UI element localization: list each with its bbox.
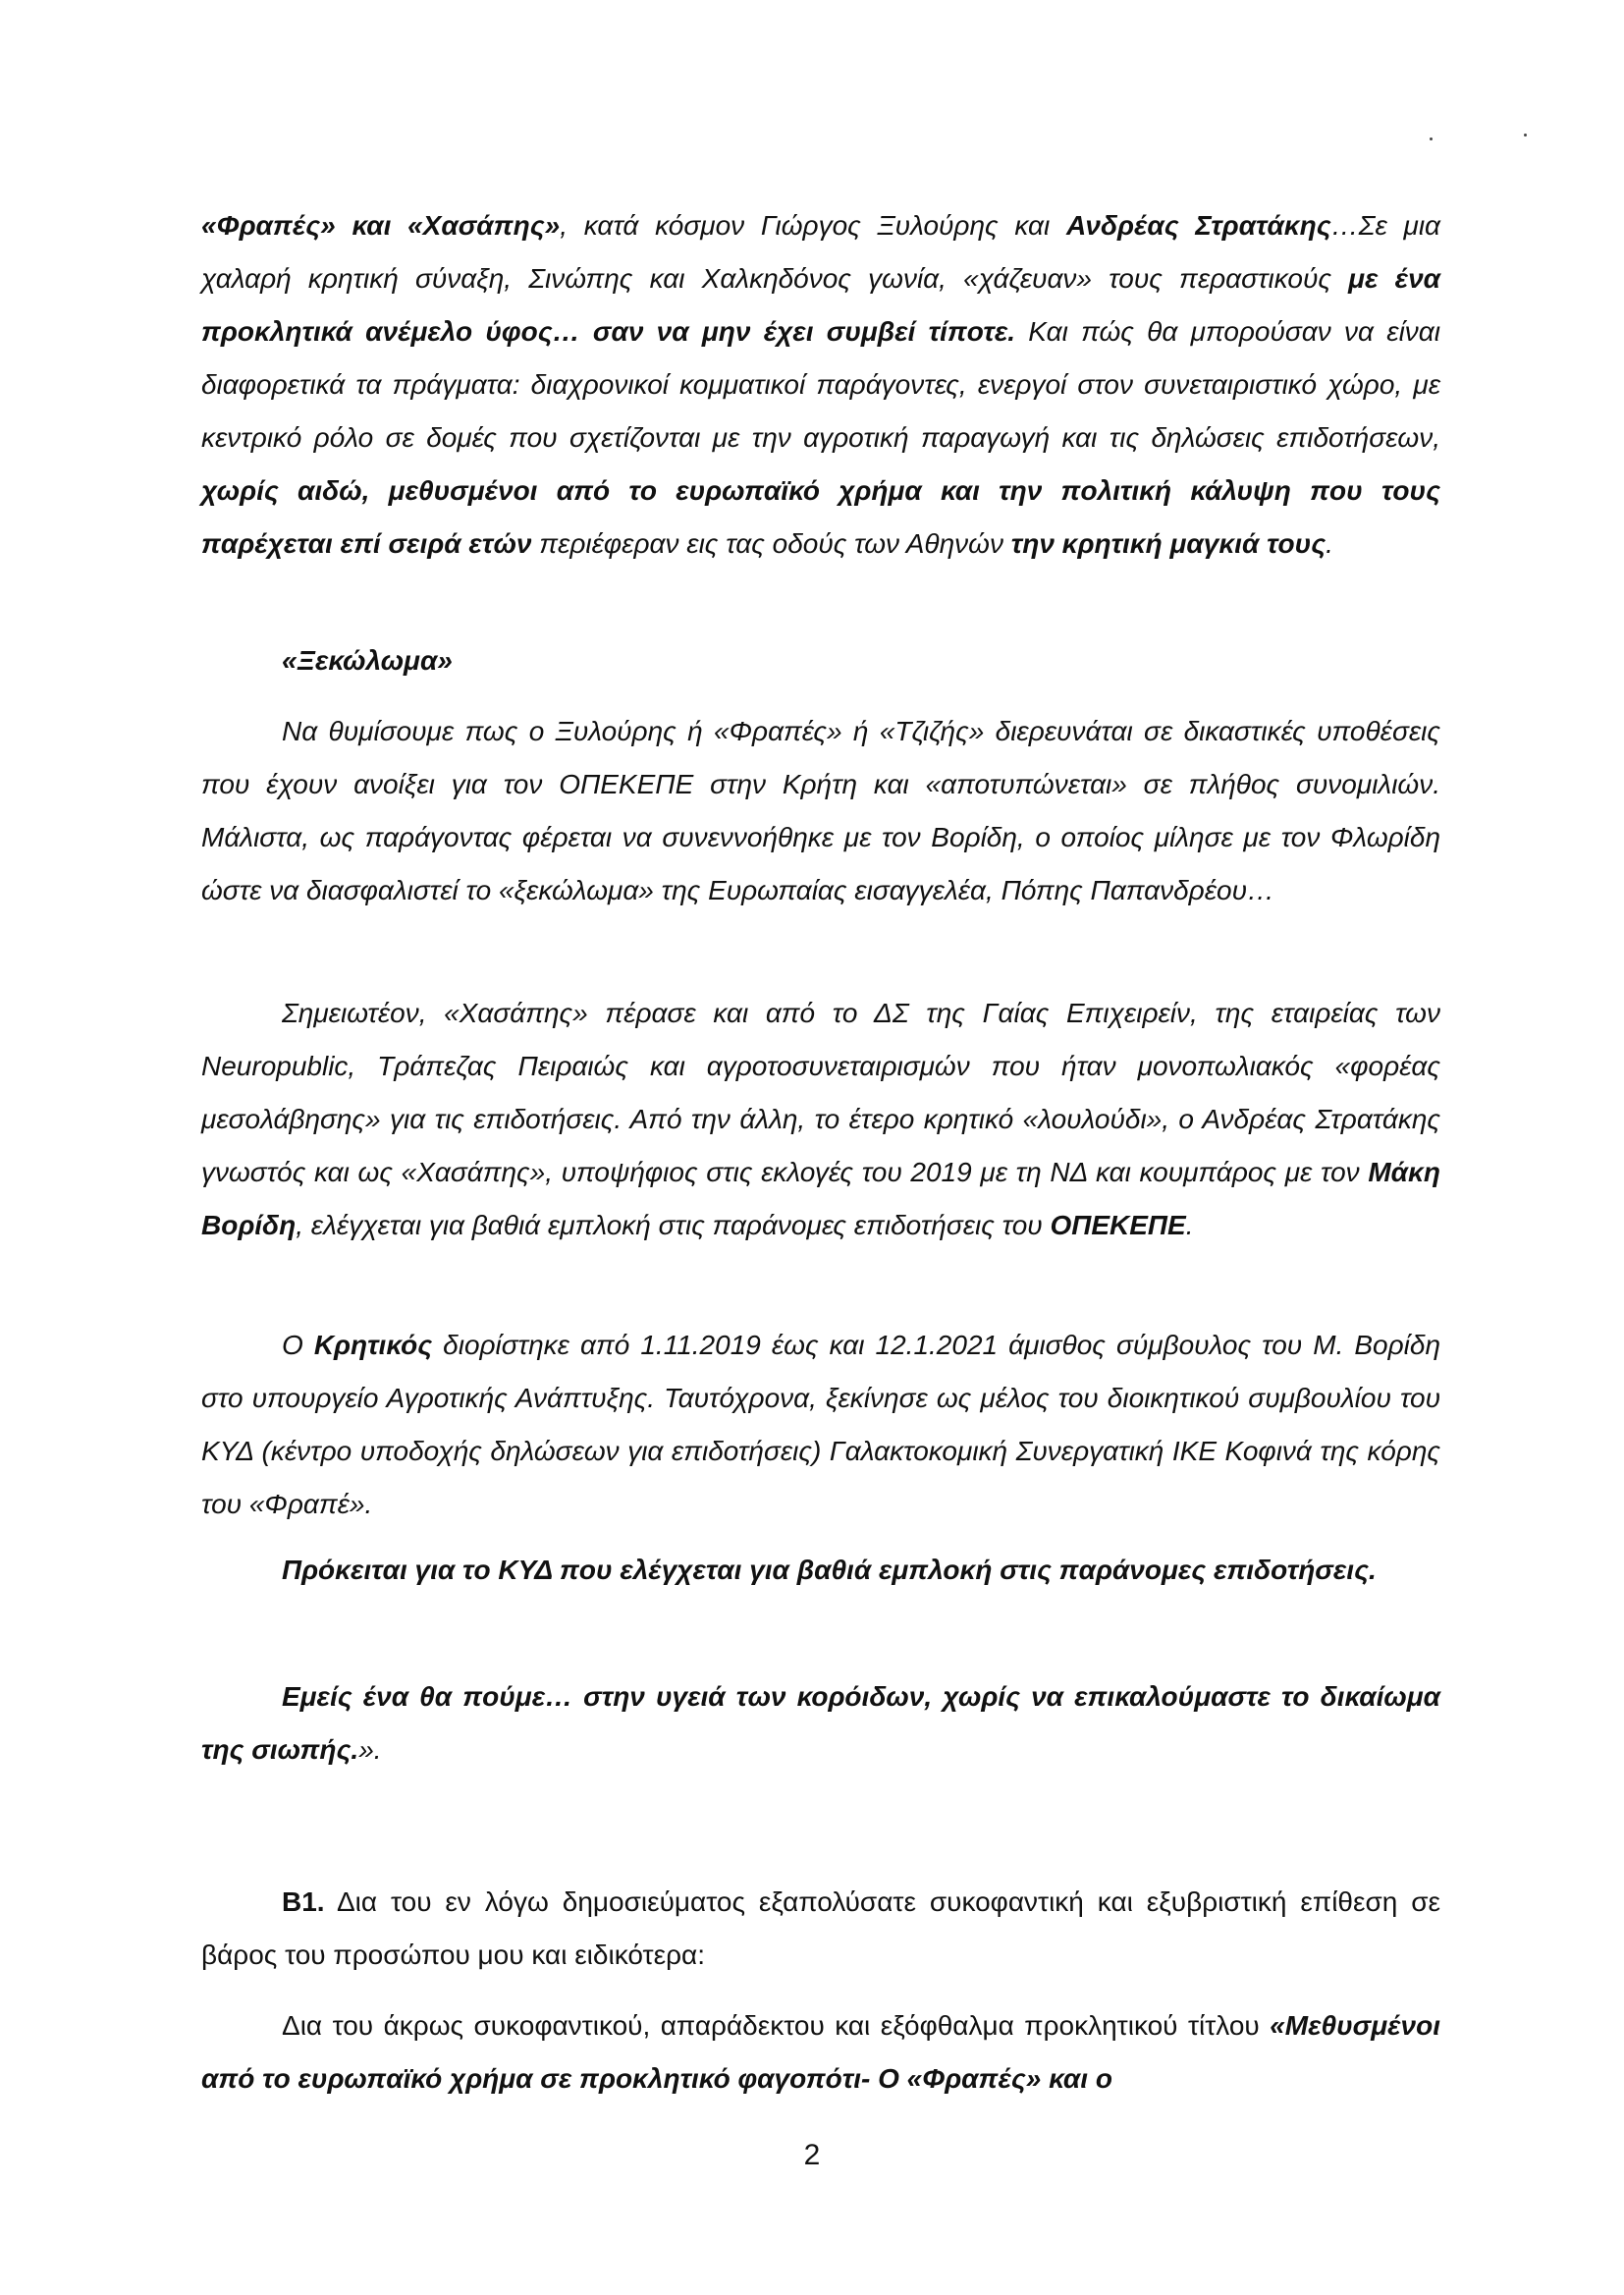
bold-span: χωρίς αιδώ, μεθυσμένοι από το ευρωπαϊκό χρήμα και την πολιτική κάλυψη που τους παρέχεται επί σειρά ετών (201, 475, 1440, 559)
bold-span: «Φραπές» και «Χασάπης» (201, 210, 561, 241)
section-label: Β1. (282, 1886, 325, 1917)
text-span: , ελέγχεται για βαθιά εμπλοκή στις παράνομες επιδοτήσεις του (296, 1210, 1051, 1240)
bold-span: Κρητικός (313, 1330, 433, 1360)
text-span: Ο (282, 1330, 314, 1360)
bold-span: την κρητική μαγκιά τους (1010, 528, 1326, 559)
text-span: ». (358, 1734, 382, 1765)
text-span: Δια του άκρως συκοφαντικού, απαράδεκτου και εξόφθαλμα προκλητικού τίτλου (282, 2010, 1271, 2041)
paragraph-title-quote (201, 1999, 1440, 2105)
text-span: …Σε μια χαλαρή κρητική σύναξη, Σινώπης και Χαλκηδόνος γωνία, «χάζευαν» τους περαστικούς (201, 210, 1441, 294)
bold-span: Μάκη Βορίδη (201, 1157, 1440, 1240)
paragraph-xasapis (201, 987, 1440, 1252)
paragraph-kyd (201, 1544, 1440, 1597)
page-number: 2 (803, 2139, 821, 2171)
bold-span: Ανδρέας Στρατάκης (1065, 210, 1331, 241)
bold-span: με ένα προκλητικά ανέμελο ύφος… σαν να μην έχει συμβεί τίποτε. (201, 263, 1441, 347)
text-span: , κατά κόσμον Γιώργος Ξυλούρης και (560, 210, 1066, 241)
paragraph-ksekoloma: Να θυμίσουμε πως ο Ξυλούρης ή «Φραπές» ή «Τζιζής» διερευνάται σε δικαστικές υποθέσεις που έχουν ανοίξει για τον ΟΠΕΚΕΠΕ στην Κρήτη και «αποτυπώνεται» σε πλήθος συνομιλιών. Μάλιστα, ως παράγοντας φέρεται να συνεννοήθηκε με τον Βορίδη, ο οποίος μίλησε με τον Φλωρίδη ώστε να διασφαλιστεί το «ξεκώλωμα» της Ευρωπαίας εισαγγελέα, Πόπης Παπανδρέου… (201, 716, 1440, 905)
text-span: περιέφεραν εις τας οδούς των Αθηνών (531, 528, 1011, 559)
paragraph-b1 (201, 1876, 1440, 1982)
text-span: Δια του εν λόγω δημοσιεύματος εξαπολύσατε συκοφαντική και εξυβριστική επίθεση σε βάρος του προσώπου μου και ειδικότερα: (201, 1886, 1440, 1970)
text-span: . (1326, 528, 1333, 559)
bold-span: Εμείς ένα θα πούμε… στην υγειά των κορόιδων, χωρίς να επικαλούμαστε το δικαίωμα της σιωπής. (201, 1681, 1440, 1765)
paragraph-kritikos (201, 1319, 1440, 1531)
paragraph-closing (201, 1670, 1440, 1776)
bold-span: ΟΠΕΚΕΠΕ (1050, 1210, 1186, 1240)
paragraph-intro (201, 199, 1440, 571)
scan-speck (1524, 134, 1527, 137)
quoted-title: «Μεθυσμένοι από το ευρωπαϊκό χρήμα σε προκλητικό φαγοπότι- Ο «Φραπές» και ο (201, 2010, 1440, 2094)
text-span: διορίστηκε από 1.11.2019 έως και 12.1.2021 άμισθος σύμβουλος του Μ. Βορίδη στο υπουργείο Αγροτικής Ανάπτυξης. Ταυτόχρονα, ξεκίνησε ως μέλος του διοικητικού συμβουλίου του ΚΥΔ (κέντρο υποδοχής δηλώσεων για επιδοτήσεις) Γαλακτοκομική Συνεργατική ΙΚΕ Κοφινά της κόρης του «Φραπέ». (201, 1330, 1440, 1519)
text-span: Και πώς θα μπορούσαν να είναι διαφορετικά τα πράγματα: διαχρονικοί κομματικοί παράγοντες, ενεργοί στον συνεταιριστικό χώρο, με κεντρικό ρόλο σε δομές που σχετίζονται με την αγροτική παραγωγή και τις δηλώσεις επιδοτήσεων, (201, 316, 1440, 453)
text-span: Σημειωτέον, «Χασάπης» πέρασε και από το ΔΣ της Γαίας Επιχειρείν, της εταιρείας των Neuropublic, Τράπεζας Πειραιώς και αγροτοσυνεταιρισμών που ήταν μονοπωλιακός «φορέας μεσολάβησης» για τις επιδοτήσεις. Από την άλλη, το έτερο κρητικό «λουλούδι», ο Ανδρέας Στρατάκης γνωστός και ως «Χασάπης», υποψήφιος στις εκλογές του 2019 με τη ΝΔ και κουμπάρος με τον (201, 998, 1440, 1187)
section-heading: «Ξεκώλωμα» (282, 645, 453, 676)
scan-speck (1430, 137, 1433, 140)
text-span: . (1185, 1210, 1194, 1240)
bold-span: Πρόκειται για το ΚΥΔ που ελέγχεται για βαθιά εμπλοκή στις παράνομες επιδοτήσεις. (282, 1555, 1377, 1585)
